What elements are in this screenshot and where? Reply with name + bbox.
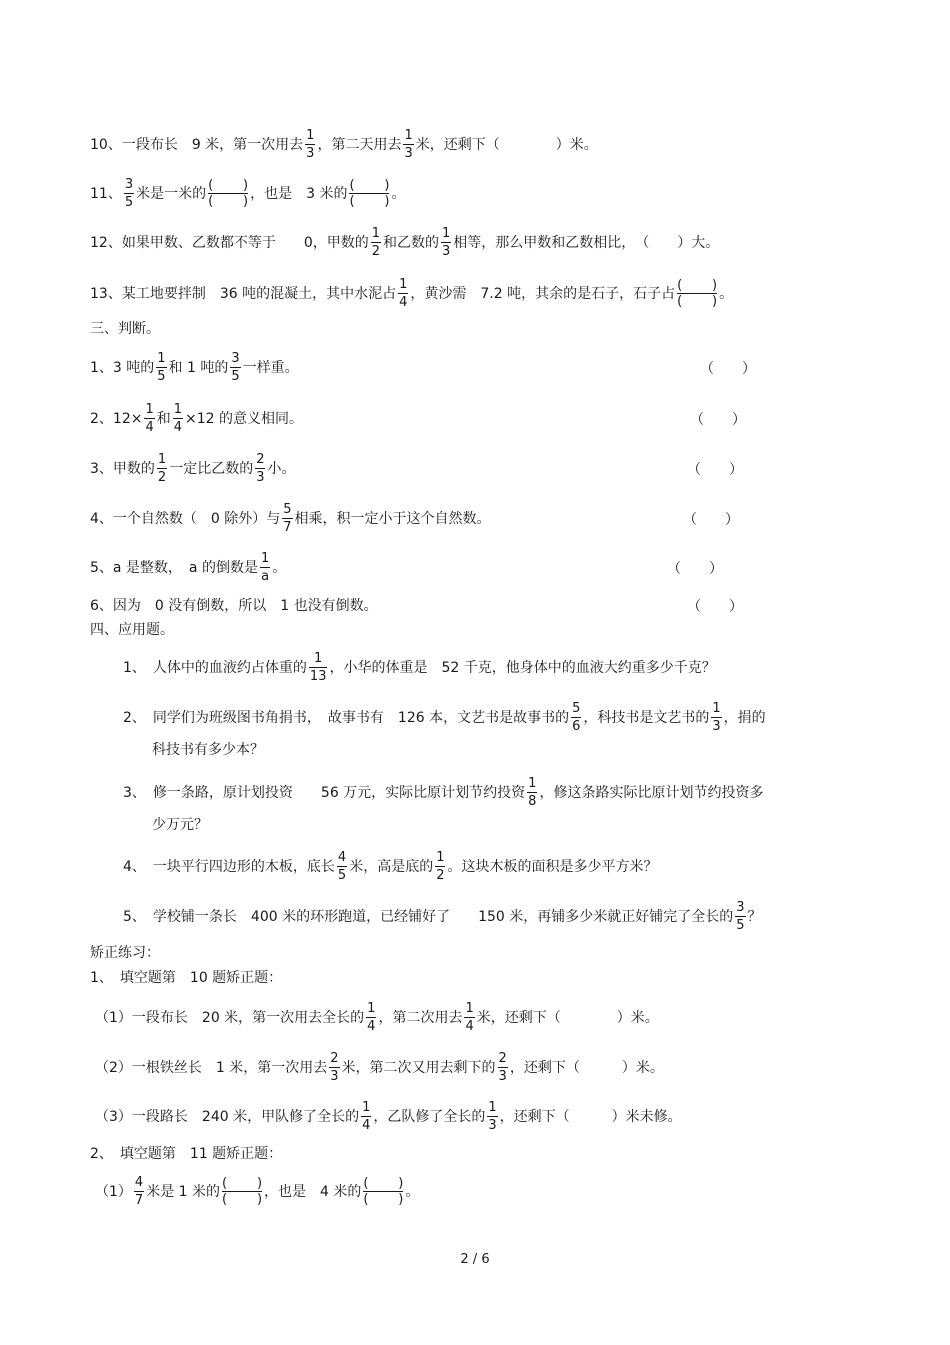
denominator: 3 [712, 718, 721, 734]
fraction-bar [487, 1116, 497, 1117]
paren: ( [677, 293, 683, 309]
line-text: 1、 填空题第 10 题矫正题： [90, 970, 283, 986]
line-text: 。 [391, 186, 406, 202]
line-text: ，黄沙需 7.2 吨，其余的是石子，石子占 [410, 286, 676, 302]
line-text: ，还剩下（ ）米。 [509, 1060, 664, 1076]
denominator: 5 [157, 368, 166, 384]
line-text: 米，第二次又用去剩下的 [341, 1060, 496, 1076]
blank-fraction[interactable] [208, 179, 248, 208]
line-text: ，小华的体重是 52 千克，他身体中的血液大约重多少千克？ [329, 660, 716, 676]
line-text: 小。 [267, 461, 296, 477]
numerator: 4 [337, 849, 347, 865]
denominator: 3 [488, 1117, 497, 1133]
line-text: ，捐的 [723, 710, 766, 726]
denominator: 3 [256, 469, 265, 485]
line-text: 2、 填空题第 11 题矫正题： [90, 1146, 283, 1162]
line-text: 6、因为 0 没有倒数，所以 1 也没有倒数。 [90, 598, 378, 614]
line-text: 1、3 吨的 [90, 360, 155, 376]
line-text: 3、 修一条路，原计划投资 56 万元，实际比原计划节约投资 [123, 785, 526, 801]
apply-item-3-cont [152, 804, 208, 844]
numerator: 1 [404, 127, 413, 143]
line-text: 四、应用题。 [90, 622, 174, 638]
numerator: 1 [528, 775, 537, 791]
denominator: 5 [231, 368, 240, 384]
line-text: 3、甲数的 [90, 461, 155, 477]
apply-item-1 [123, 647, 716, 687]
blank-slot [208, 195, 248, 208]
denominator: 2 [157, 469, 167, 485]
answer-paren[interactable]: （ ） [687, 462, 743, 478]
fraction [282, 503, 292, 534]
denominator: 3 [442, 243, 451, 259]
line-text: ，还剩下（ ）米未修。 [499, 1109, 682, 1125]
denominator: 5 [337, 867, 347, 883]
apply-item-4 [123, 846, 657, 886]
fraction-bar [173, 418, 183, 419]
numerator: 1 [157, 451, 167, 467]
blank-slot [349, 195, 389, 208]
numerator: 1 [436, 849, 445, 865]
line-text: （1） [95, 1184, 132, 1200]
fraction-bar [157, 468, 167, 469]
fraction [255, 453, 265, 484]
numerator: 1 [157, 350, 166, 366]
fraction [230, 352, 240, 383]
line-text: 4、 一块平行四边形的木板，底长 [123, 859, 335, 875]
line-text: 米，还剩下（ ）米。 [415, 137, 598, 153]
blank-fraction[interactable] [222, 1177, 262, 1206]
blank-fraction[interactable] [363, 1177, 403, 1206]
answer-paren[interactable]: （ ） [690, 412, 746, 428]
paren: ( [363, 1175, 369, 1191]
paren: ) [243, 193, 249, 209]
fraction [711, 702, 721, 733]
fraction-bar [260, 567, 270, 568]
fraction [398, 278, 408, 309]
fraction-bar [144, 418, 154, 419]
line-text: 。 [272, 560, 287, 576]
line-text: ，也是 3 米的 [250, 186, 348, 202]
paren: ) [384, 193, 390, 209]
denominator: 13 [309, 668, 327, 684]
fraction-bar [711, 717, 721, 718]
paren: ( [208, 177, 214, 193]
judge-item-5 [90, 547, 286, 587]
line-text: ×12 的意义相同。 [185, 411, 304, 427]
line-text: 12、如果甲数、乙数都不等于 0，甲数的 [90, 235, 369, 251]
paren: ) [256, 1191, 263, 1207]
line-text: 少万元？ [152, 817, 208, 833]
fraction-bar [134, 1191, 144, 1192]
line-text: 科技书有多少本？ [152, 742, 264, 758]
denominator: 4 [465, 1018, 474, 1034]
fraction-bar [305, 144, 315, 145]
fraction [134, 1176, 144, 1207]
correction-10-item-2 [95, 1047, 664, 1087]
line-text: ？ [747, 909, 762, 925]
line-text: 米，高是底的 [349, 859, 434, 875]
fill-item-10 [90, 124, 598, 164]
line-text: ，第二次用去 [378, 1010, 463, 1026]
fraction [366, 1002, 376, 1033]
line-text: 相等，那么甲数和乙数相比， （ ）大。 [453, 235, 720, 251]
line-text: 。这块木板的面积是多少平方米？ [447, 859, 658, 875]
fraction [305, 129, 315, 160]
numerator: 5 [283, 501, 292, 517]
paren: ( [208, 193, 214, 209]
fraction-bar [337, 866, 347, 867]
correction-sub-1 [90, 957, 282, 997]
section-judge-title [90, 308, 160, 348]
denominator: 4 [399, 294, 408, 310]
denominator: 4 [367, 1018, 376, 1034]
fraction-bar [441, 242, 451, 243]
paren: ) [398, 1191, 404, 1207]
blank-slot [363, 1177, 403, 1190]
numerator: 1 [173, 401, 183, 417]
blank-slot [349, 179, 389, 192]
blank-slot [208, 179, 248, 192]
blank-slot [677, 279, 717, 292]
line-text: 米是 1 米的 [146, 1184, 221, 1200]
fraction-bar [735, 916, 745, 917]
denominator: 5 [736, 917, 745, 933]
paren: ) [398, 1175, 404, 1191]
numerator: 1 [260, 550, 270, 566]
fraction-bar [309, 667, 328, 668]
apply-item-3 [123, 772, 763, 812]
fraction [735, 901, 745, 932]
fraction-bar [361, 1116, 371, 1117]
judge-item-4 [90, 498, 491, 538]
numerator: 3 [124, 176, 134, 192]
fraction [329, 1052, 339, 1083]
paren: ) [243, 177, 249, 193]
fraction [487, 1101, 497, 1132]
line-text: 米，还剩下（ ）米。 [476, 1010, 659, 1026]
paren: ( [222, 1175, 228, 1191]
line-text: 一样重。 [242, 360, 299, 376]
paren: ) [256, 1175, 263, 1191]
correction-10-item-3 [95, 1096, 682, 1136]
paren: ( [677, 277, 683, 293]
judge-item-3 [90, 448, 295, 488]
paren: ) [384, 177, 390, 193]
line-text: 10、一段布长 9 米，第一次用去 [90, 137, 304, 153]
fraction [527, 777, 537, 808]
blank-fraction[interactable] [677, 279, 717, 308]
answer-paren[interactable]: （ ） [687, 599, 743, 615]
denominator: 4 [362, 1117, 371, 1133]
line-text: 米是一米的 [136, 186, 207, 202]
fraction [309, 652, 328, 683]
fraction [173, 403, 183, 434]
denominator: 8 [528, 793, 537, 809]
answer-paren[interactable]: （ ） [667, 561, 723, 577]
denominator: a [261, 568, 270, 584]
numerator: 1 [306, 127, 315, 143]
numerator: 2 [256, 451, 265, 467]
fraction [337, 851, 347, 882]
fraction-bar [571, 717, 581, 718]
line-text: 5、a 是整数， a 的倒数是 [90, 560, 258, 576]
denominator: 4 [173, 419, 183, 435]
denominator: 4 [145, 419, 154, 435]
numerator: 2 [330, 1050, 339, 1066]
numerator: 1 [362, 1099, 371, 1115]
line-text: ，乙队修了全长的 [373, 1109, 486, 1125]
denominator: 2 [371, 243, 381, 259]
fraction-bar [435, 866, 445, 867]
fraction-bar [329, 1067, 339, 1068]
line-text: 和 1 吨的 [168, 360, 229, 376]
numerator: 1 [399, 276, 408, 292]
numerator: 1 [465, 1000, 474, 1016]
correction-10-item-1 [95, 997, 659, 1037]
fraction-bar [366, 1017, 376, 1018]
numerator: 2 [498, 1050, 507, 1066]
line-text: ，修这条路实际比原计划节约投资多 [539, 785, 764, 801]
fraction [144, 403, 154, 434]
judge-item-2 [90, 398, 303, 438]
fraction-bar [230, 367, 240, 368]
line-text: 三、判断。 [90, 321, 160, 337]
fraction [464, 1002, 474, 1033]
correction-11-item-1 [95, 1171, 419, 1211]
fraction-bar [398, 293, 408, 294]
numerator: 1 [712, 700, 721, 716]
denominator: 7 [283, 519, 292, 535]
blank-slot [363, 1193, 403, 1206]
line-text: 13、某工地要拌制 36 吨的混凝土，其中水泥占 [90, 286, 397, 302]
numerator: 1 [145, 401, 154, 417]
line-text: 一定比乙数的 [169, 461, 254, 477]
fraction-bar [156, 367, 166, 368]
fraction-bar [124, 193, 134, 194]
line-text: 矫正练习： [90, 945, 160, 961]
line-text: ，科技书是文艺书的 [583, 710, 710, 726]
fraction-bar [403, 144, 413, 145]
line-text: （2）一根铁丝长 1 米，第一次用去 [95, 1060, 328, 1076]
fraction [371, 227, 381, 258]
fraction [435, 851, 445, 882]
line-text: 和乙数的 [383, 235, 440, 251]
line-text: 。 [719, 286, 734, 302]
blank-slot [222, 1193, 262, 1206]
denominator: 3 [404, 145, 413, 161]
fraction [403, 129, 413, 160]
blank-slot [222, 1177, 262, 1190]
paren: ( [222, 1191, 228, 1207]
numerator: 1 [314, 650, 323, 666]
paren: ) [712, 277, 718, 293]
fraction [571, 702, 581, 733]
denominator: 7 [134, 1192, 144, 1208]
answer-paren[interactable]: （ ） [700, 361, 756, 377]
line-text: 和 [156, 411, 171, 427]
fill-item-13 [90, 273, 733, 313]
fraction-bar [371, 242, 381, 243]
numerator: 1 [367, 1000, 376, 1016]
line-text: 5、 学校铺一条长 400 米的环形跑道，已经铺好了 150 米，再铺多少米就正好铺完了全长的 [123, 909, 734, 925]
blank-slot [677, 295, 717, 308]
fill-item-11 [90, 173, 405, 213]
line-text: 4、一个自然数（ 0 除外）与 [90, 511, 281, 527]
fraction [157, 453, 167, 484]
line-text: 。 [405, 1184, 420, 1200]
fraction-bar [527, 792, 537, 793]
numerator: 1 [488, 1099, 497, 1115]
section-apply-title [90, 609, 174, 649]
paren: ) [712, 293, 718, 309]
fraction-bar [282, 518, 292, 519]
numerator: 4 [134, 1174, 144, 1190]
paren: ( [349, 193, 355, 209]
numerator: 1 [371, 225, 381, 241]
numerator: 5 [572, 700, 581, 716]
line-text: 2、 同学们为班级图书角捐书， 故事书有 126 本，文艺书是故事书的 [123, 710, 570, 726]
apply-item-5 [123, 896, 762, 936]
line-text: （3）一段路长 240 米，甲队修了全长的 [95, 1109, 360, 1125]
fraction [498, 1052, 508, 1083]
judge-item-1 [90, 347, 299, 387]
apply-item-2-cont [152, 729, 264, 769]
denominator: 3 [498, 1068, 507, 1084]
fraction-bar [255, 468, 265, 469]
denominator: 3 [306, 145, 315, 161]
fill-item-12 [90, 222, 719, 262]
line-text: ，第二天用去 [317, 137, 402, 153]
line-text: ，也是 4 米的 [264, 1184, 362, 1200]
numerator: 1 [442, 225, 451, 241]
line-text: 相乘，积一定小于这个自然数。 [294, 511, 491, 527]
fraction [124, 178, 134, 209]
fraction [361, 1101, 371, 1132]
numerator: 3 [231, 350, 240, 366]
paren: ( [363, 1191, 369, 1207]
fraction [260, 552, 270, 583]
correction-sub-2 [90, 1133, 282, 1173]
denominator: 5 [124, 194, 134, 210]
line-text: 1、 人体中的血液约占体重的 [123, 660, 307, 676]
line-text: 2、12× [90, 411, 143, 427]
line-text: 11、 [90, 186, 122, 202]
denominator: 3 [330, 1068, 339, 1084]
denominator: 2 [436, 867, 445, 883]
fraction-bar [498, 1067, 508, 1068]
paren: ( [349, 177, 355, 193]
fraction [441, 227, 451, 258]
denominator: 6 [572, 718, 581, 734]
line-text: （1）一段布长 20 米，第一次用去全长的 [95, 1010, 365, 1026]
answer-paren[interactable]: （ ） [683, 512, 739, 528]
blank-fraction[interactable] [349, 179, 389, 208]
fraction [156, 352, 166, 383]
numerator: 3 [736, 899, 745, 915]
page-number: 2 / 6 [460, 1252, 490, 1267]
fraction-bar [464, 1017, 474, 1018]
